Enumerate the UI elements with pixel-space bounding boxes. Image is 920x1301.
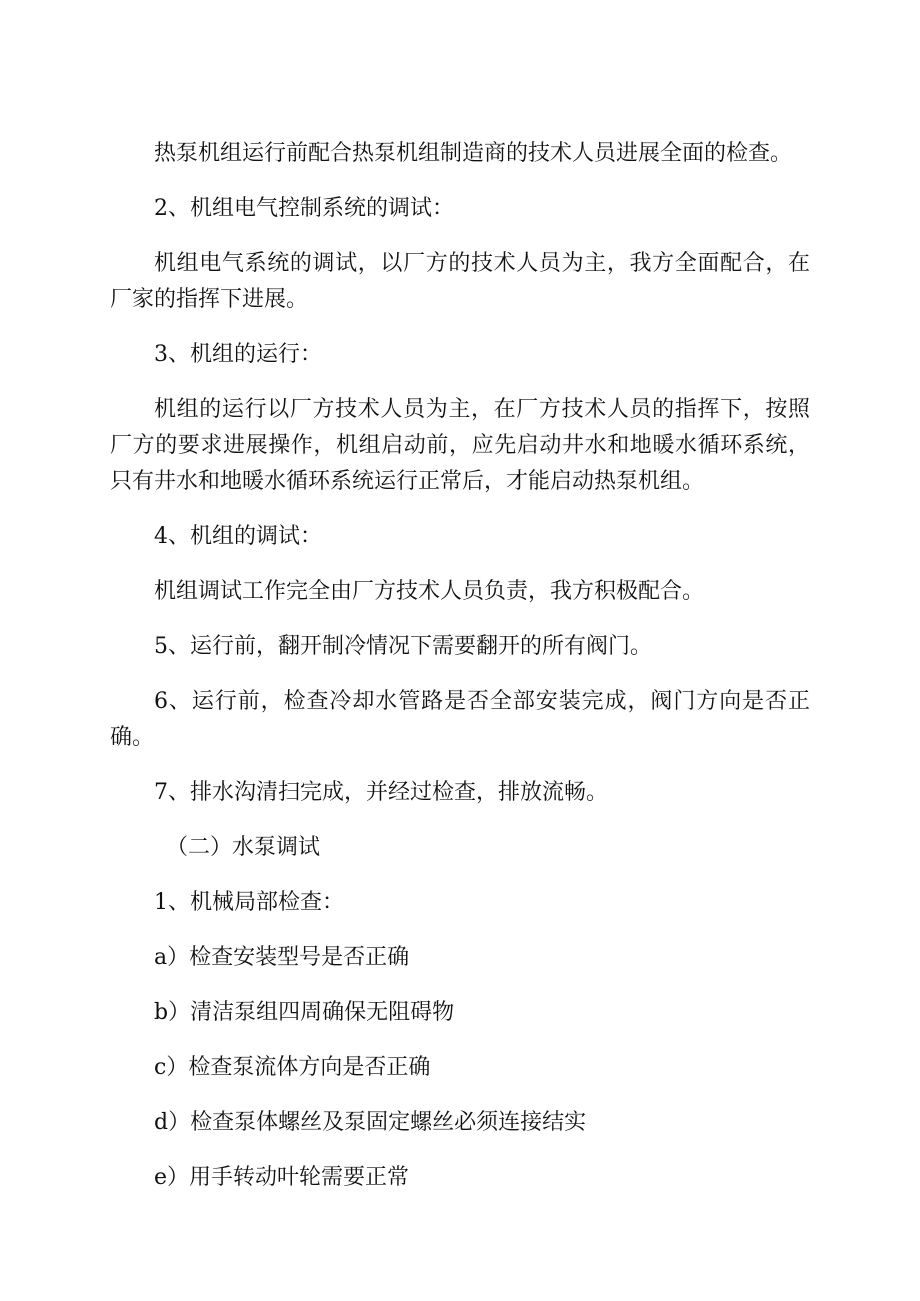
list-item-e: e）用手转动叶轮需要正常 bbox=[154, 1165, 410, 1190]
paragraph-check-pipes: 6、运行前，检查冷却水管路是否全部安装完成，阀门方向是否正确。 bbox=[110, 689, 810, 750]
list-item-a: a）检查安装型号是否正确 bbox=[154, 945, 410, 970]
section-heading-pump-debugging: （二）水泵调试 bbox=[166, 835, 321, 860]
list-item-d: d）检查泵体螺丝及泵固定螺丝必须连接结实 bbox=[154, 1110, 587, 1135]
heading-electrical-control: 2、机组电气控制系统的调试： bbox=[154, 196, 454, 221]
heading-unit-operation: 3、机组的运行： bbox=[154, 342, 322, 367]
list-item-b: b）清洁泵组四周确保无阻碍物 bbox=[154, 1000, 455, 1025]
paragraph-open-valves: 5、运行前，翻开制冷情况下需要翻开的所有阀门。 bbox=[154, 634, 652, 659]
heading-mechanical-check: 1、机械局部检查： bbox=[154, 890, 344, 915]
heading-unit-debugging: 4、机组的调试： bbox=[154, 524, 322, 549]
list-item-c: c）检查泵流体方向是否正确 bbox=[154, 1055, 431, 1080]
paragraph-drain-cleaning: 7、排水沟清扫完成，并经过检查，排放流畅。 bbox=[154, 780, 608, 805]
paragraph-intro: 热泵机组运行前配合热泵机组制造商的技术人员进展全面的检查。 bbox=[154, 141, 793, 166]
paragraph-unit-debugging: 机组调试工作完全由厂方技术人员负责，我方积极配合。 bbox=[154, 579, 705, 604]
paragraph-unit-operation: 机组的运行以厂方技术人员为主，在厂方技术人员的指挥下，按照厂方的要求进展操作，机组启动前，应先启动井水和地暖水循环系统，只有井水和地暖水循环系统运行正常后，才能启动热泵机组。 bbox=[110, 397, 810, 494]
paragraph-electrical-control: 机组电气系统的调试，以厂方的技术人员为主，我方全面配合，在厂家的指挥下进展。 bbox=[110, 251, 810, 312]
